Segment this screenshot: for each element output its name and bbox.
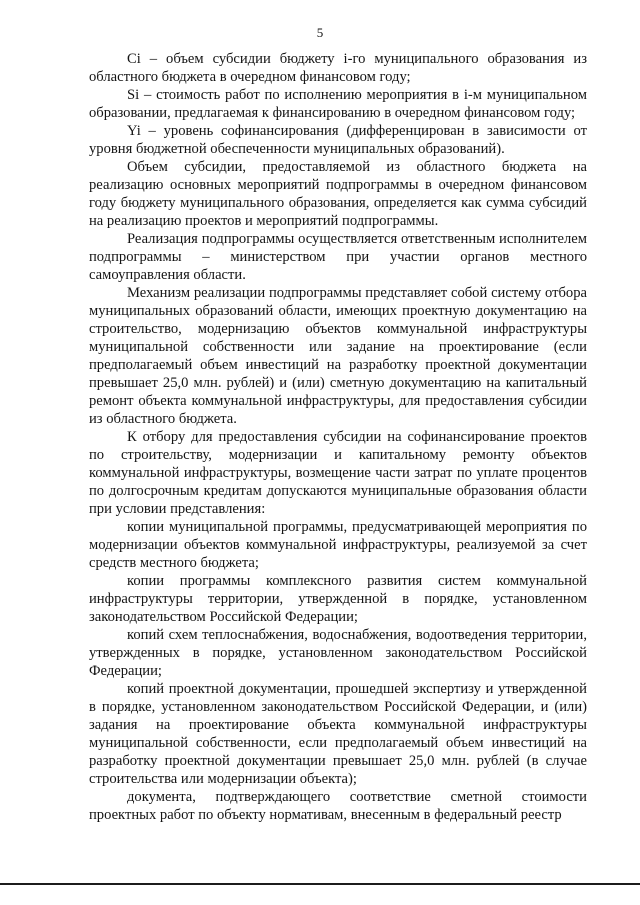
bottom-divider xyxy=(0,883,640,885)
paragraph-implementation: Реализация подпрограммы осуществляется ответственным исполнителем подпрограммы – министерством при участии органов местного самоуправления области. xyxy=(89,231,587,283)
list-item-development-program: копии программы комплексного развития систем коммунальной инфраструктуры территории, утвержденной в порядке, установленном законодательством Российской Федерации; xyxy=(89,573,587,625)
list-item-project-documentation: копий проектной документации, прошедшей экспертизу и утвержденной в порядке, установленном законодательством Российской Федерации, и (или) задания на проектирование объекта коммунальной инфраструктуры муниципальной собственности, если предполагаемый объем инвестиций на разработку проектной документации превышает 25,0 млн. рублей (в случае строительства или модернизации объекта); xyxy=(89,681,587,787)
list-item-supply-schemes: копий схем теплоснабжения, водоснабжения, водоотведения территории, утвержденных в порядке, установленном законодательством Российской Федерации; xyxy=(89,627,587,679)
list-item-municipal-program: копии муниципальной программы, предусматривающей мероприятия по модернизации объектов коммунальной инфраструктуры, реализуемой за счет средств местного бюджета; xyxy=(89,519,587,571)
document-body xyxy=(89,50,587,824)
page-number: 5 xyxy=(316,25,324,40)
paragraph-subsidy-volume: Объем субсидии, предоставляемой из областного бюджета на реализацию основных мероприятий подпрограммы в очередном финансовом году бюджету муниципального образования, определяется как сумма субсидий на реализацию проектов и мероприятий подпрограммы. xyxy=(89,159,587,229)
paragraph-ci-definition: Ci – объем субсидии бюджету i-го муниципального образования из областного бюджета в очередном финансовом году; xyxy=(89,51,587,85)
paragraph-mechanism: Механизм реализации подпрограммы представляет собой систему отбора муниципальных образований области, имеющих проектную документацию на строительство, модернизацию объектов коммунальной инфраструктуры муниципальной собственности или задание на проектирование (если предполагаемый объем инвестиций на разработку проектной документации превышает 25,0 млн. рублей) и (или) сметную документацию на капитальный ремонт объекта коммунальной инфраструктуры, для предоставления субсидии из областного бюджета. xyxy=(89,285,587,427)
list-item-cost-confirmation: документа, подтверждающего соответствие сметной стоимости проектных работ по объекту нормативам, внесенным в федеральный реестр xyxy=(89,789,587,823)
paragraph-si-definition: Si – стоимость работ по исполнению мероприятия в i-м муниципальном образовании, предлагаемая к финансированию в очередном финансовом году; xyxy=(89,87,587,121)
paragraph-selection-conditions: К отбору для предоставления субсидии на софинансирование проектов по строительству, модернизации и капитальному ремонту объектов коммунальной инфраструктуры, возмещение части затрат по уплате процентов по долгосрочным кредитам допускаются муниципальные образования области при условии представления: xyxy=(89,429,587,517)
paragraph-yi-definition: Yi – уровень софинансирования (дифференцирован в зависимости от уровня бюджетной обеспеченности муниципальных образований). xyxy=(89,123,587,157)
